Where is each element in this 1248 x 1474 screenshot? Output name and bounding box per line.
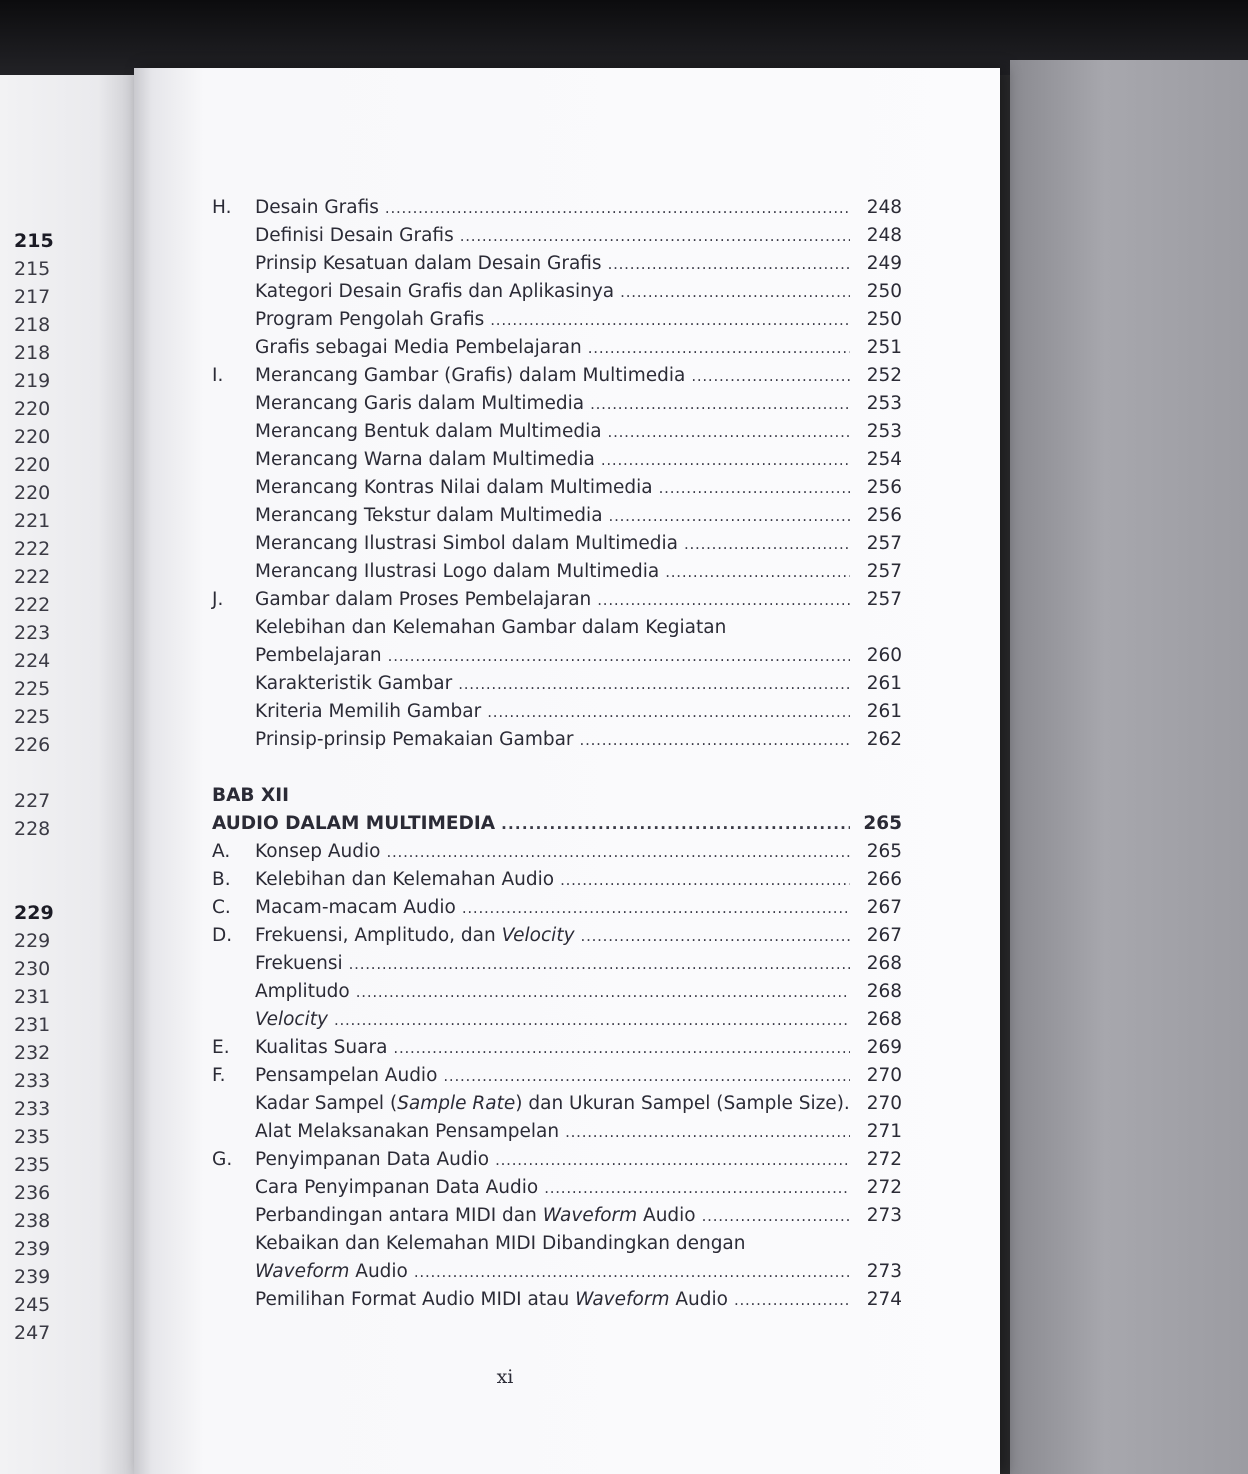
toc-page-number: 271 (866, 1121, 902, 1142)
toc-page-number: 272 (866, 1149, 902, 1170)
dot-leader (702, 1202, 850, 1230)
dot-leader (597, 586, 850, 614)
toc-row (212, 362, 902, 390)
toc-page-number: 256 (866, 505, 902, 526)
left-page-number: 230 (14, 958, 51, 980)
left-page-number: 247 (14, 1322, 51, 1344)
left-page-number: 233 (14, 1070, 51, 1092)
toc-title: Kebaikan dan Kelemahan MIDI Dibandingkan dengan (255, 1233, 746, 1254)
dot-leader (356, 978, 850, 1006)
toc-page-number: 257 (866, 589, 902, 610)
toc-title: Pemilihan Format Audio MIDI atau Waveform Audio (255, 1289, 728, 1310)
toc-section-letter: H. (212, 197, 232, 218)
toc-page-number: 269 (866, 1037, 902, 1058)
toc-title: Grafis sebagai Media Pembelajaran (255, 337, 582, 358)
toc-row (212, 866, 902, 894)
toc-page-number: 268 (866, 953, 902, 974)
toc-section-letter: C. (212, 897, 231, 918)
left-page-number: 229 (14, 930, 51, 952)
toc-row (212, 950, 902, 978)
dot-leader (462, 894, 850, 922)
toc-row (212, 1146, 902, 1174)
dot-leader (495, 1146, 850, 1174)
toc-row (212, 1286, 902, 1314)
toc-page-number: 261 (866, 673, 902, 694)
toc-row (212, 978, 902, 1006)
dot-leader (544, 1174, 850, 1202)
left-page-number: 239 (14, 1266, 51, 1288)
left-page-number: 220 (14, 454, 51, 476)
toc-section-letter: A. (212, 841, 231, 862)
dot-leader (601, 446, 850, 474)
toc-page-number: 253 (866, 393, 902, 414)
toc-row (212, 1006, 902, 1034)
left-page-number: 229 (14, 902, 54, 924)
dot-leader (609, 502, 850, 530)
dot-leader (414, 1258, 850, 1286)
left-page-number: 235 (14, 1154, 51, 1176)
toc-row (212, 222, 902, 250)
toc-title: Desain Grafis (255, 197, 379, 218)
toc-title: Karakteristik Gambar (255, 673, 453, 694)
dot-leader (565, 1118, 850, 1146)
toc-row (212, 894, 902, 922)
toc-page-number: 257 (866, 533, 902, 554)
toc-title: Waveform Audio (255, 1261, 408, 1282)
toc-row (212, 502, 902, 530)
toc-page-number: 261 (866, 701, 902, 722)
toc-row (212, 418, 902, 446)
toc-title: Amplitudo (255, 981, 350, 1002)
toc-row (212, 250, 902, 278)
toc-row (212, 922, 902, 950)
toc-section-letter: F. (212, 1065, 226, 1086)
left-page-number: 245 (14, 1294, 51, 1316)
dot-leader (608, 250, 850, 278)
toc-title: Macam-macam Audio (255, 897, 456, 918)
toc-section-letter: G. (212, 1149, 233, 1170)
toc-row (212, 698, 902, 726)
toc-row (212, 278, 902, 306)
toc-title: Kualitas Suara (255, 1037, 388, 1058)
toc-title: Frekuensi (255, 953, 343, 974)
dot-leader (388, 642, 850, 670)
dot-leader (590, 390, 850, 418)
toc-title: Konsep Audio (255, 841, 381, 862)
toc-page-number: 268 (866, 1009, 902, 1030)
toc-row (212, 1034, 902, 1062)
left-page-number: 221 (14, 510, 51, 532)
dot-leader (443, 1062, 850, 1090)
toc-page-number: 270 (866, 1093, 902, 1114)
toc-row (212, 670, 902, 698)
toc-title: Merancang Ilustrasi Simbol dalam Multimedia (255, 533, 678, 554)
toc-page-number: 274 (866, 1289, 902, 1310)
toc-title: AUDIO DALAM MULTIMEDIA (212, 813, 496, 834)
left-page-number (14, 871, 54, 899)
toc-page-number: 253 (866, 421, 902, 442)
dot-leader (490, 306, 850, 334)
toc-title: Merancang Tekstur dalam Multimedia (255, 505, 603, 526)
dot-leader (487, 698, 850, 726)
left-page-number: 222 (14, 594, 51, 616)
toc-page-number: 270 (866, 1065, 902, 1086)
left-page-number: 231 (14, 1014, 51, 1036)
toc-page-number: 248 (866, 197, 902, 218)
toc-title: Cara Penyimpanan Data Audio (255, 1177, 539, 1198)
toc-row (212, 838, 902, 866)
toc-title: Merancang Ilustrasi Logo dalam Multimedia (255, 561, 660, 582)
left-page-number: 222 (14, 538, 51, 560)
toc-title: Frekuensi, Amplitudo, dan Velocity (255, 925, 575, 946)
left-page-number (14, 759, 54, 787)
toc-page-number: 268 (866, 981, 902, 1002)
toc-row (212, 334, 902, 362)
background-next-page (1010, 60, 1248, 1474)
toc-title: Merancang Warna dalam Multimedia (255, 449, 595, 470)
toc-title: Alat Melaksanakan Pensampelan (255, 1121, 560, 1142)
chapter-heading (212, 810, 902, 838)
dot-leader (691, 362, 850, 390)
toc-page-number: 272 (866, 1177, 902, 1198)
toc-row (212, 558, 902, 586)
toc-title: Merancang Kontras Nilai dalam Multimedia (255, 477, 653, 498)
left-page-number: 224 (14, 650, 51, 672)
toc-page-number: 267 (866, 897, 902, 918)
toc-page-number: 250 (866, 281, 902, 302)
dot-leader (393, 1034, 850, 1062)
toc-title: Kadar Sampel (Sample Rate) dan Ukuran Sampel (Sample Size). (255, 1093, 850, 1114)
dot-leader (608, 418, 850, 446)
toc-title: Prinsip Kesatuan dalam Desain Grafis (255, 253, 602, 274)
toc-title: Perbandingan antara MIDI dan Waveform Audio (255, 1205, 696, 1226)
toc-page-number: 248 (866, 225, 902, 246)
toc-page-number: 273 (866, 1205, 902, 1226)
toc-row (212, 474, 902, 502)
left-page-number: 226 (14, 734, 51, 756)
left-page-number: 231 (14, 986, 51, 1008)
left-page-number: 225 (14, 706, 51, 728)
left-page-number: 236 (14, 1182, 51, 1204)
toc-section-letter: E. (212, 1037, 230, 1058)
toc-row (212, 754, 902, 782)
toc-page-number: 265 (866, 841, 902, 862)
left-page-number: 219 (14, 370, 51, 392)
dot-leader (501, 810, 850, 838)
toc-row (212, 1258, 902, 1286)
toc-section-letter: J. (212, 589, 224, 610)
toc-row (212, 1118, 902, 1146)
dot-leader (588, 334, 850, 362)
left-page-number: 223 (14, 622, 51, 644)
toc-section-letter: D. (212, 925, 233, 946)
toc-row (212, 194, 902, 222)
toc-title: BAB XII (212, 785, 289, 806)
left-page-number: 218 (14, 342, 51, 364)
toc-title: Merancang Gambar (Grafis) dalam Multimedia (255, 365, 686, 386)
dot-leader (580, 726, 850, 754)
dot-leader (659, 474, 850, 502)
left-page-number-column (14, 227, 54, 1347)
toc-title: Velocity (255, 1009, 328, 1030)
toc-page-number: 257 (866, 561, 902, 582)
dot-leader (734, 1286, 850, 1314)
left-page-number: 215 (14, 258, 51, 280)
toc-page-number: 262 (866, 729, 902, 750)
dot-leader (349, 950, 850, 978)
left-page-number: 238 (14, 1210, 51, 1232)
toc-page-number: 265 (863, 813, 902, 834)
toc-title: Definisi Desain Grafis (255, 225, 454, 246)
toc-row (212, 614, 902, 642)
left-page-number: 218 (14, 314, 51, 336)
toc-row (212, 1202, 902, 1230)
toc-page-number: 250 (866, 309, 902, 330)
toc-row (212, 446, 902, 474)
dot-leader (665, 558, 850, 586)
toc-row (212, 1174, 902, 1202)
toc-row (212, 726, 902, 754)
toc-row (212, 1062, 902, 1090)
left-page-number: 232 (14, 1042, 51, 1064)
toc-row (212, 1090, 902, 1118)
toc-section-letter: B. (212, 869, 231, 890)
toc-title: Merancang Garis dalam Multimedia (255, 393, 585, 414)
dot-leader (684, 530, 850, 558)
toc-title: Pembelajaran (255, 645, 382, 666)
toc-row (212, 306, 902, 334)
toc-page-number: 251 (866, 337, 902, 358)
toc-page-number: 254 (866, 449, 902, 470)
toc-title: Kategori Desain Grafis dan Aplikasinya (255, 281, 615, 302)
left-page-number: 217 (14, 286, 51, 308)
table-of-contents (212, 194, 902, 1314)
toc-page-number: 267 (866, 925, 902, 946)
toc-row (212, 530, 902, 558)
toc-page-number: 256 (866, 477, 902, 498)
left-page-number: 220 (14, 426, 51, 448)
toc-row (212, 642, 902, 670)
left-page (0, 75, 140, 1474)
dot-leader (620, 278, 850, 306)
left-page-number: 215 (14, 230, 54, 252)
toc-title: Gambar dalam Proses Pembelajaran (255, 589, 592, 610)
left-page-number (14, 843, 54, 871)
dot-leader (458, 670, 850, 698)
left-page-number: 233 (14, 1098, 51, 1120)
toc-row (212, 390, 902, 418)
left-page-number: 220 (14, 398, 51, 420)
toc-page-number: 252 (866, 365, 902, 386)
toc-page-number: 266 (866, 869, 902, 890)
page-number: xi (496, 1366, 514, 1388)
left-page-number: 239 (14, 1238, 51, 1260)
toc-title: Penyimpanan Data Audio (255, 1149, 490, 1170)
toc-title: Merancang Bentuk dalam Multimedia (255, 421, 602, 442)
toc-row (212, 586, 902, 614)
toc-page-number: 249 (866, 253, 902, 274)
dot-leader (334, 1006, 850, 1034)
dot-leader (560, 866, 850, 894)
toc-title: Pensampelan Audio (255, 1065, 438, 1086)
toc-page-number: 273 (866, 1261, 902, 1282)
left-page-number: 235 (14, 1126, 51, 1148)
left-page-number: 227 (14, 790, 51, 812)
chapter-heading (212, 782, 902, 810)
dot-leader (385, 194, 850, 222)
toc-title: Kelebihan dan Kelemahan Audio (255, 869, 555, 890)
toc-title: Kriteria Memilih Gambar (255, 701, 482, 722)
left-page-number: 225 (14, 678, 51, 700)
toc-row (212, 1230, 902, 1258)
toc-title: Program Pengolah Grafis (255, 309, 485, 330)
toc-title: Kelebihan dan Kelemahan Gambar dalam Kegiatan (255, 617, 727, 638)
dot-leader (460, 222, 850, 250)
left-page-number: 220 (14, 482, 51, 504)
toc-section-letter: I. (212, 365, 224, 386)
toc-page-number: 260 (866, 645, 902, 666)
dot-leader (581, 922, 850, 950)
left-page-number: 228 (14, 818, 51, 840)
toc-title: Prinsip-prinsip Pemakaian Gambar (255, 729, 574, 750)
dot-leader (386, 838, 850, 866)
left-page-number: 222 (14, 566, 51, 588)
